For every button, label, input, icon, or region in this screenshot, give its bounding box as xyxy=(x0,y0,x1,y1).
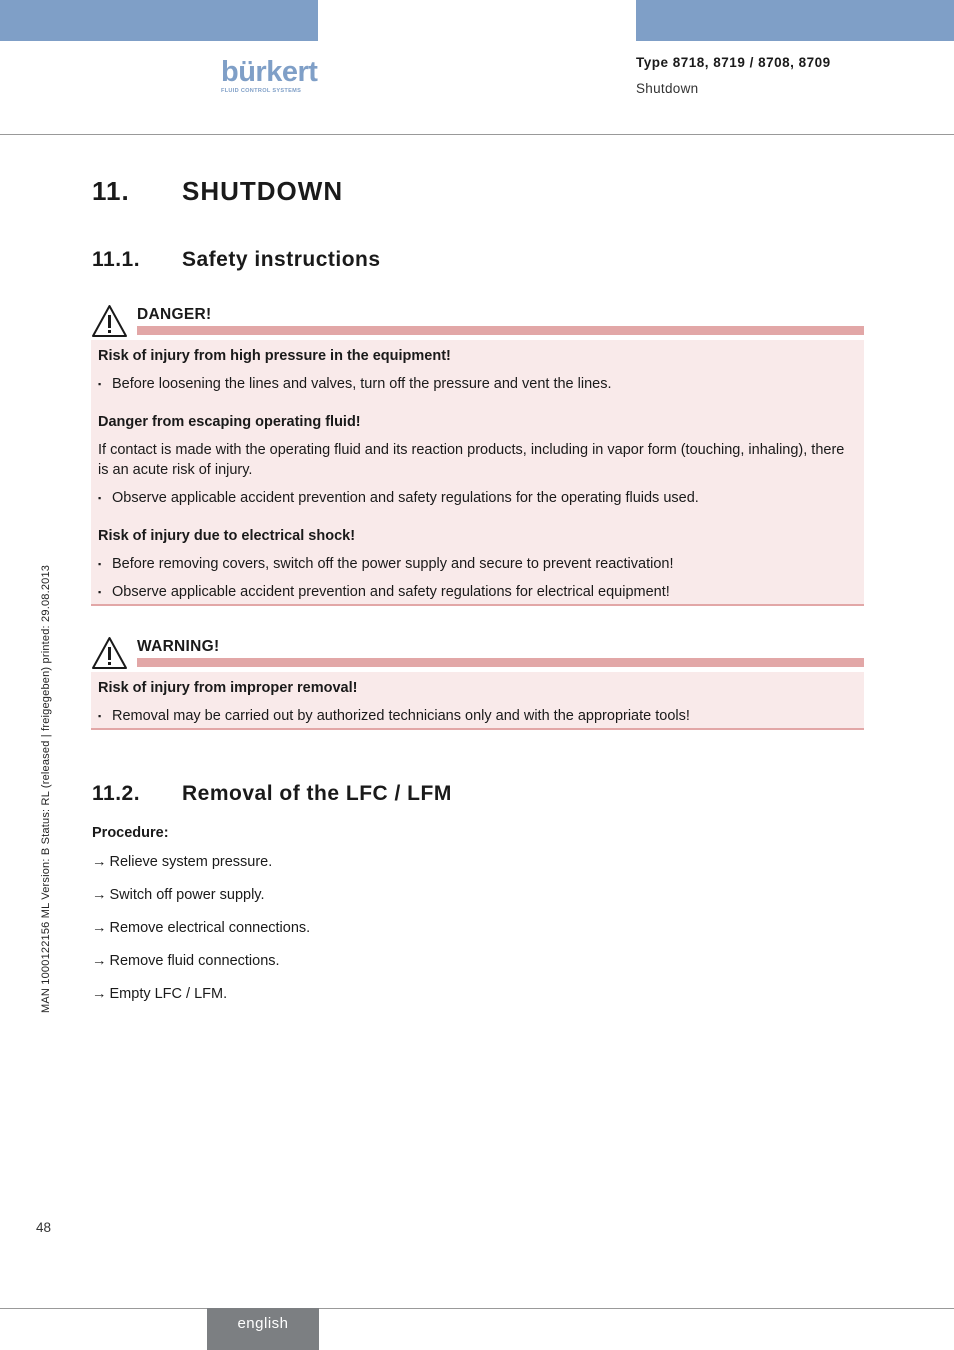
arrow-right-icon: → xyxy=(92,887,107,903)
list-item xyxy=(92,951,310,984)
section-number: 11.1. xyxy=(92,248,141,271)
warning-group-title: Risk of injury from improper removal! xyxy=(98,680,358,696)
logo-subtitle: FLUID CONTROL SYSTEMS xyxy=(221,88,302,94)
section-title: Safety instructions xyxy=(182,248,381,271)
step-text: Empty LFC / LFM. xyxy=(109,986,228,1002)
section-title: Removal of the LFC / LFM xyxy=(182,782,452,805)
header-accent-bar-left xyxy=(0,0,318,41)
chapter-title: SHUTDOWN xyxy=(182,176,344,206)
step-text: Relieve system pressure. xyxy=(109,854,273,870)
arrow-right-icon: → xyxy=(92,920,107,936)
step-text: Switch off power supply. xyxy=(109,887,265,903)
arrow-right-icon: → xyxy=(92,854,107,870)
chapter-heading xyxy=(92,176,343,207)
danger-group-bullets xyxy=(98,546,857,602)
danger-label: DANGER! xyxy=(137,306,212,323)
arrow-right-icon: → xyxy=(92,986,107,1002)
list-item: ▪ Before loosening the lines and valves, turn off the pressure and vent the lines. xyxy=(98,366,857,394)
list-item xyxy=(92,918,310,951)
list-item: ▪ Before removing covers, switch off the power supply and secure to prevent reactivation! xyxy=(98,546,857,574)
danger-group-title: Risk of injury due to electrical shock! xyxy=(98,528,356,544)
arrow-right-icon: → xyxy=(92,953,107,969)
danger-group-title: Danger from escaping operating fluid! xyxy=(98,414,361,430)
danger-box xyxy=(91,304,864,606)
list-item: ▪ Observe applicable accident prevention and safety regulations for electrical equipment! xyxy=(98,574,857,602)
section-heading-removal xyxy=(92,782,452,806)
header-divider xyxy=(0,134,954,135)
step-text: Remove electrical connections. xyxy=(109,920,311,936)
list-item xyxy=(92,852,310,885)
procedure-label: Procedure: xyxy=(92,825,169,841)
list-item xyxy=(92,885,310,918)
logo-brand: bürkert xyxy=(221,56,318,88)
warning-bar xyxy=(137,658,864,667)
header-type-line: Type 8718, 8719 / 8708, 8709 xyxy=(636,55,831,70)
warning-triangle-icon xyxy=(91,304,128,338)
procedure-steps xyxy=(92,852,310,1017)
burkert-logo xyxy=(221,57,321,97)
danger-body xyxy=(91,340,864,606)
danger-group-paragraph: If contact is made with the operating fluid and its reaction products, including in vapor form (touching, inhaling), there is an acute risk of injury. xyxy=(98,442,845,478)
section-number: 11.2. xyxy=(92,782,141,805)
page-number: 48 xyxy=(36,1220,52,1235)
warning-header xyxy=(91,636,864,672)
warning-box xyxy=(91,636,864,730)
step-text: Remove fluid connections. xyxy=(109,953,280,969)
list-item: ▪ Removal may be carried out by authorized technicians only and with the appropriate tools! xyxy=(98,698,857,726)
chapter-number: 11. xyxy=(92,176,130,206)
warning-triangle-icon xyxy=(91,636,128,670)
warning-label: WARNING! xyxy=(137,638,220,655)
document-meta-sidenote: MAN 1000122156 ML Version: B Status: RL (released | freigegeben) printed: 29.08.2013 xyxy=(40,564,52,1013)
header-section-name: Shutdown xyxy=(636,81,699,96)
danger-group-title: Risk of injury from high pressure in the equipment! xyxy=(98,348,451,364)
language-tab: english xyxy=(207,1308,319,1350)
list-item xyxy=(92,984,310,1017)
header-accent-bar-right xyxy=(636,0,954,41)
danger-bar xyxy=(137,326,864,335)
danger-header xyxy=(91,304,864,340)
danger-group-bullets xyxy=(98,366,857,394)
warning-group-bullets xyxy=(98,698,857,726)
footer-divider xyxy=(0,1308,954,1309)
section-heading-safety xyxy=(92,248,381,272)
list-item: ▪ Observe applicable accident prevention and safety regulations for the operating fluids used. xyxy=(98,480,857,508)
warning-body xyxy=(91,672,864,730)
danger-group-bullets xyxy=(98,480,857,508)
